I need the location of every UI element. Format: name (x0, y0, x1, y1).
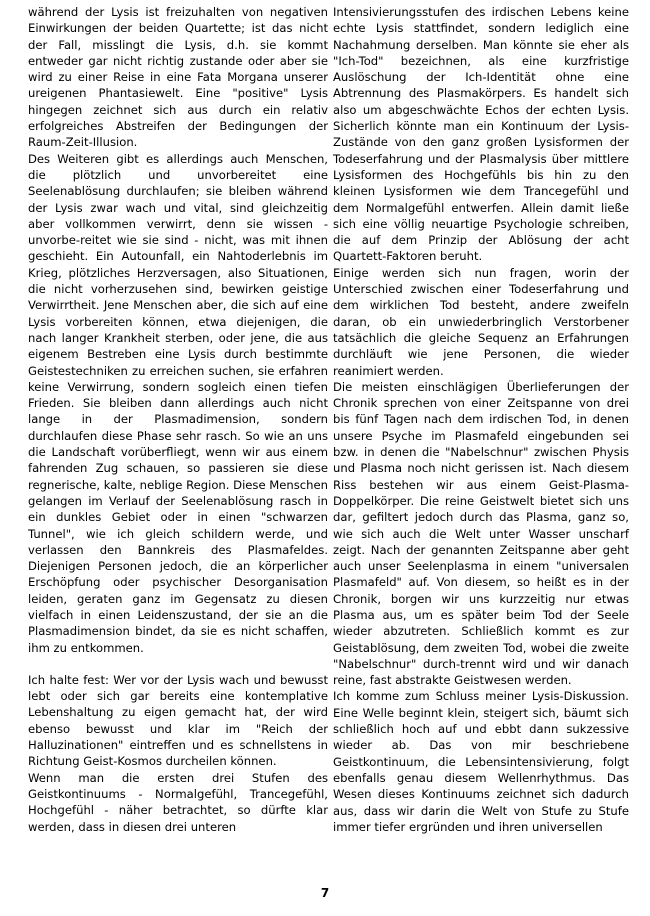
right-text-column (333, 4, 629, 835)
paragraph: während der Lysis ist freizuhalten von negativen Einwirkungen der beiden Quartette; ist das nicht der Fall, misslingt die Lysis, d.h. sie kommt entweder gar nicht richtig zustande oder aber sie wird zu einer Reise in eine Fata Morgana unserer ureigenen Phantasiewelt. Eine "positive" Lysis hingegen zeichnet sich aus durch ein relativ erfolgreiches Abstreifen der Bedingungen der Raum-Zeit-Illusion. (28, 5, 328, 150)
left-text-column (28, 4, 328, 835)
paragraph: Ich halte fest: Wer vor der Lysis wach und bewusst lebt oder sich gar bereits eine kontemplative Lebenshaltung zu eigen gemacht hat, der wird ebenso bewusst und klar im "Reich der Halluzinationen" eintreffen und es schnellstens in Richtung Geist-Kosmos durcheilen können. (28, 672, 328, 769)
paragraph: Die meisten einschlägigen Überlieferungen der Chronik sprechen von einer Zeitspanne von drei bis fünf Tagen nach dem irdischen Tod, in denen unsere Psyche im Plasmafeld eingebunden sei bzw. in denen die "Nabelschnur" zwischen Physis und Plasma noch nicht gerissen ist. Nach diesem Riss bestehen wir aus einem Geist-Plasma-Doppelkörper. Die reine Geistwelt bietet sich uns dar, gefiltert jedoch durch das Plasma, ganz so, wie sich auch die Welt unter Wasser unscharf zeigt. Nach der genannten Zeitspanne aber geht auch unser Seelenplasma in einem "universalen Plasmafeld" auf. Von diesem, so heißt es in der Chronik, borgen wir uns kurzzeitig nur etwas Plasma aus, um es später beim Tod der Seele wieder abzutreten. Schließlich kommt es zur Geistablösung, dem zweiten Tod, wobei die zweite "Nabelschnur" durch-trennt wird und wir danach reine, fast abstrakte Geistwesen werden. (333, 379, 629, 688)
paragraph: Wenn man die ersten drei Stufen des Geistkontinuums - Normalgefühl, Trancegefühl, Hochgefühl - näher betrachtet, so dürfte klar werden, dass in diesen drei unteren (28, 770, 328, 834)
paragraph: Ich komme zum Schluss meiner Lysis-Diskussion. Eine Welle beginnt klein, steigert sich, bäumt sich schließlich hoch auf und ebbt dann sukzessive wieder ab. Das von mir beschriebene Geistkontinuum, die Lebensintensivierung, folgt ebenfalls genau diesem Wellenrhythmus. Das Wesen dieses Kontinuums zeichnet sich dadurch aus, dass wir darin die Welt von Stufe zu Stufe immer tiefer ergründen und ihren universellen (333, 689, 629, 834)
paragraph: Des Weiteren gibt es allerdings auch Menschen, die plötzlich und unvorbereitet eine Seelenablösung durchlaufen; sie bleiben während der Lysis zwar wach und vital, sind gleichzeitig aber vollkommen verwirrt, denn sie wissen - unvorbe-reitet wie sie sind - nicht, was mit ihnen geschieht. Ein Autounfall, ein Nahtoderlebnis im Krieg, plötzliches Herzversagen, also Situationen, die nicht vorherzusehen sind, bewirken geistige Verwirrtheit. Jene Menschen aber, die sich auf eine Lysis vorbereiten können, etwa diejenigen, die nach langer Krankheit sterben, oder jene, die aus eigenem Bestreben eine Lysis durch bestimmte Geistestechniken zu erreichen suchen, sie erfahren keine Verwirrung, sondern sogleich einen tiefen Frieden. Sie bleiben dann allerdings auch nicht lange in der Plasmadimension, sondern durchlaufen diese Phase sehr rasch. So wie an uns die Landschaft vorüberfliegt, wenn wir aus einem fahrenden Zug schauen, so passieren sie diese regnerische, kalte, neblige Region. Diese Menschen gelangen im Verlauf der Seelenablösung rasch in ein dunkles Gebiet oder in einen "schwarzen Tunnel", wie ich gleich schildern werde, und verlassen den Bannkreis des Plasmafeldes. Diejenigen Personen jedoch, die an körperlicher Erschöpfung oder psychischer Desorganisation leiden, geraten ganz im Gegensatz zu diesen vielfach in einen Leidenszustand, der sie an die Plasmadimension bindet, da sie es nicht schaffen, ihm zu entkommen. (28, 151, 329, 655)
page-number: 7 (320, 886, 330, 900)
paragraph: Intensivierungsstufen des irdischen Lebens keine echte Lysis stattfindet, sondern lediglich eine Nachahmung derselben. Man könnte sie eher als "Ich-Tod" bezeichnen, als eine kurzfristige Auslöschung der Ich-Identität ohne eine Abtrennung des Plasmakörpers. Es handelt sich also um abgeschwächte Echos der echten Lysis. Sicherlich könnte man ein Kontinuum der Lysis-Zustände von den ganz großen Lysisformen der Todeserfahrung und der Plasmalysis über mittlere Lysisformen des Hochgefühls bis hin zu den kleinen Lysisformen wie dem Trancegefühl und dem Normalgefühl entwerfen. Allein damit ließe sich eine völlig neuartige Psychologie schreiben, die auf dem Prinzip der Ablösung der acht Quartett-Faktoren beruht. (333, 5, 629, 264)
paragraph: Einige werden sich nun fragen, worin der Unterschied zwischen einer Todeserfahrung und dem wirklichen Tod besteht, andere zweifeln daran, ob ein unwiederbringlich Verstorbener tatsächlich die gleiche Sequenz an Erfahrungen durchläuft wie jene Personen, die wieder reanimiert werden. (333, 265, 629, 378)
